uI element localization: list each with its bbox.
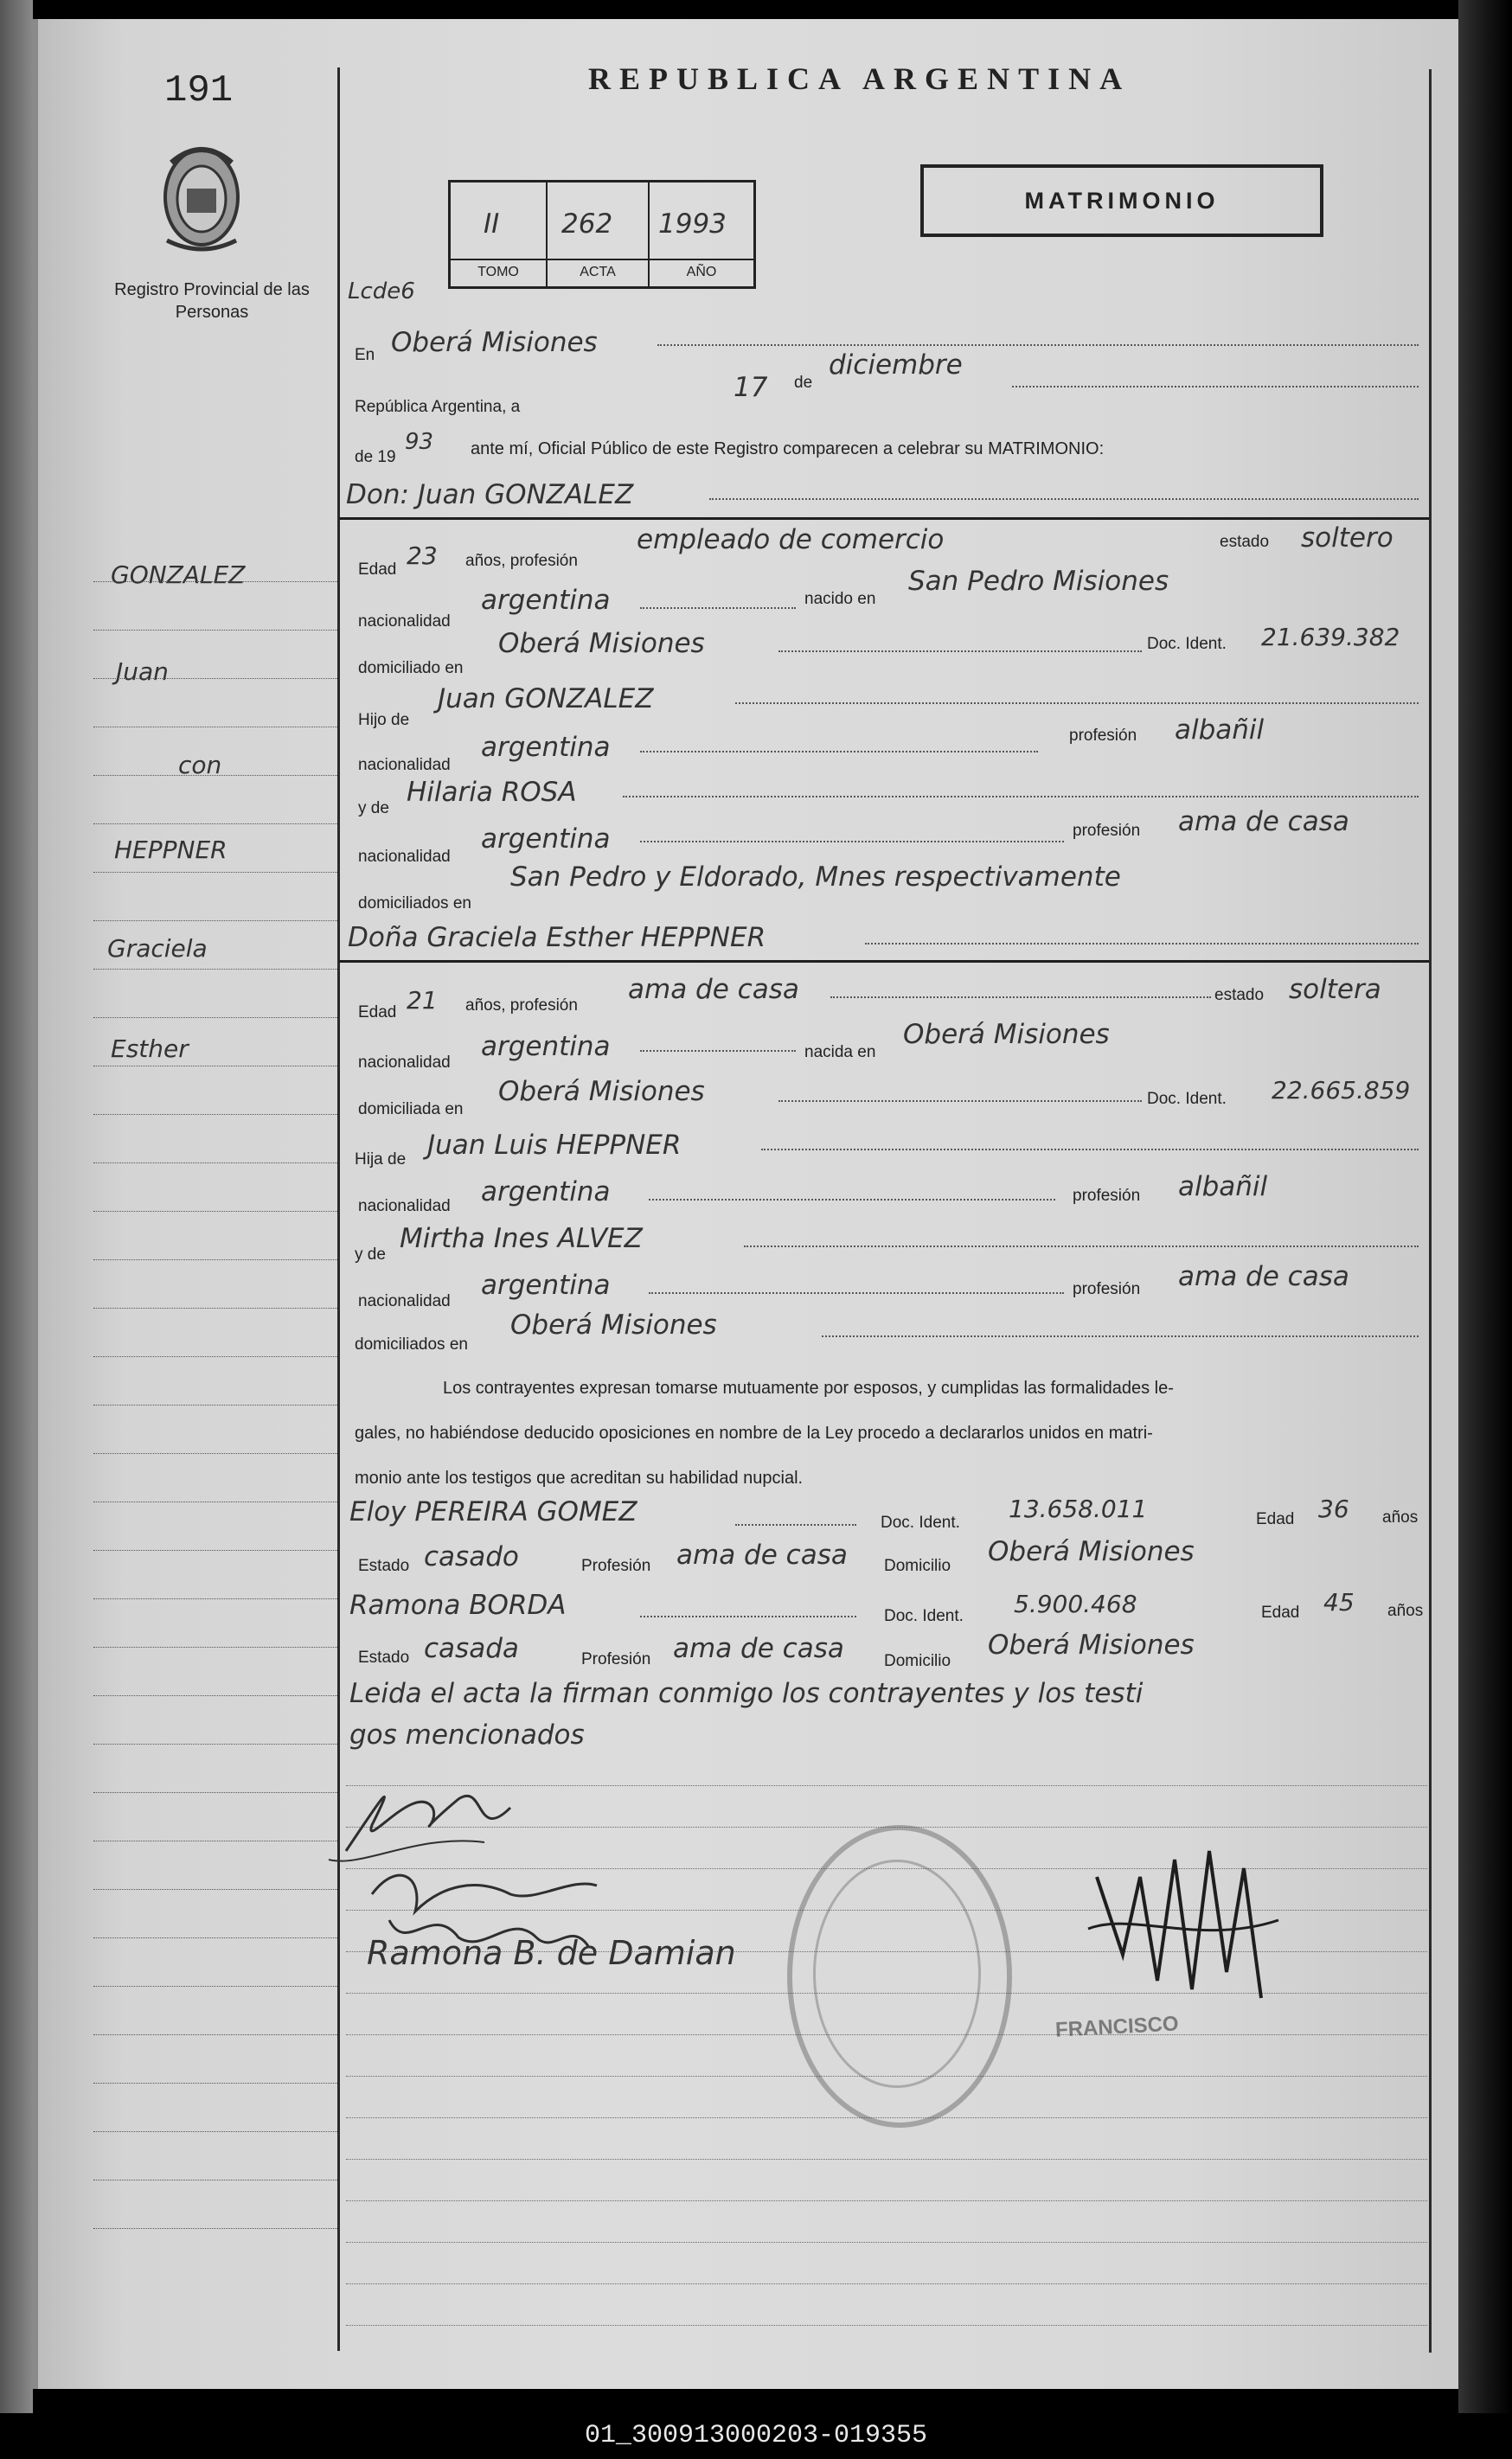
- margin-ruled-line: [93, 1356, 337, 1357]
- groom-madre-prof-label: profesión: [1073, 822, 1141, 840]
- republica-label: República Argentina, a: [355, 398, 521, 416]
- country-title: REPUBLICA ARGENTINA: [588, 61, 1131, 96]
- tomo-label: TOMO: [451, 259, 546, 286]
- witness-1-anos-label: años: [1382, 1508, 1419, 1527]
- margin-ruled-line: [93, 581, 337, 582]
- witness-1-estado: casado: [424, 1541, 519, 1572]
- bride-edad-label: Edad: [358, 1003, 397, 1021]
- bride-madre-prof-label: profesión: [1073, 1280, 1141, 1298]
- witness-1-doc: 13.658.011: [1009, 1495, 1148, 1523]
- groom-madre-nac: argentina: [481, 823, 611, 855]
- groom-madre-prof: ama de casa: [1178, 806, 1349, 837]
- tomo-value: II: [484, 208, 500, 240]
- witness-1-edad: 36: [1318, 1495, 1349, 1523]
- margin-ruled-line: [93, 1695, 337, 1696]
- bride-prof-label: años, profesión: [465, 996, 578, 1015]
- ruled-line: [346, 2200, 1427, 2201]
- ruled-line: [346, 2283, 1427, 2284]
- margin-ruled-line: [93, 1598, 337, 1599]
- bride-doc: 22.665.859: [1272, 1076, 1411, 1105]
- bride-padre: Juan Luis HEPPNER: [427, 1130, 682, 1161]
- witness-2-estado: casada: [424, 1633, 519, 1664]
- witness-1-edad-label: Edad: [1256, 1510, 1295, 1528]
- official-signature: [1080, 1825, 1287, 2033]
- groom-madre-label: y de: [358, 799, 389, 817]
- bride-madre-label: y de: [355, 1246, 386, 1264]
- right-border: [1429, 69, 1432, 2353]
- witness-1-doc-label: Doc. Ident.: [881, 1514, 960, 1532]
- margin-ruled-line: [93, 969, 337, 970]
- coat-of-arms-icon: [154, 137, 249, 258]
- witness-1-estado-label: Estado: [358, 1557, 410, 1575]
- margin-name-1: GONZALEZ: [111, 560, 246, 589]
- margin-ruled-line: [93, 1792, 337, 1793]
- bride-estado-label: estado: [1214, 986, 1265, 1004]
- bride-domp-label: domiciliados en: [355, 1335, 468, 1354]
- witness-2-anos-label: años: [1387, 1602, 1424, 1620]
- witness-2-name: Ramona BORDA: [349, 1590, 567, 1621]
- doc-type-box: MATRIMONIO: [920, 164, 1323, 237]
- margin-ruled-line: [93, 872, 337, 873]
- bride-nacida-label: nacida en: [804, 1043, 876, 1061]
- witness-2-estado-label: Estado: [358, 1649, 410, 1667]
- signature-text: Ramona B. de Damian: [367, 1934, 736, 1972]
- margin-ruled-line: [93, 823, 337, 824]
- groom-nac-label: nacionalidad: [358, 612, 451, 631]
- left-binding: [0, 0, 33, 2413]
- margin-ruled-line: [93, 630, 337, 631]
- groom-padre-nac-label: nacionalidad: [358, 756, 451, 774]
- bride-profesion: ama de casa: [628, 974, 799, 1005]
- ruled-line: [346, 2159, 1427, 2160]
- bride-madre-nac-label: nacionalidad: [358, 1292, 451, 1310]
- bride-edad: 21: [407, 986, 438, 1015]
- year-prefix: de 19: [355, 448, 396, 466]
- acta-value: 262: [561, 208, 613, 240]
- intro-text: ante mí, Oficial Público de este Registro comparecen a celebrar su MATRIMONIO:: [471, 439, 1105, 458]
- groom-doc: 21.639.382: [1261, 623, 1400, 651]
- closing-line-1: Leida el acta la firman conmigo los contrayentes y los testi: [349, 1678, 1144, 1709]
- declaration-line-1: Los contrayentes expresan tomarse mutuamente por esposos, y cumplidas las formalidades le-: [443, 1379, 1174, 1398]
- margin-ruled-line: [93, 775, 337, 776]
- groom-padre: Juan GONZALEZ: [438, 683, 654, 714]
- groom-domicilio: Oberá Misiones: [498, 628, 705, 659]
- groom-padre-prof: albañil: [1175, 714, 1265, 746]
- witness-2-doc: 5.900.468: [1014, 1590, 1137, 1618]
- bride-nacida: Oberá Misiones: [903, 1019, 1110, 1050]
- acta-box: [448, 180, 756, 289]
- year-suffix: 93: [405, 429, 434, 455]
- margin-ruled-line: [93, 1308, 337, 1309]
- groom-profesion: empleado de comercio: [637, 524, 945, 555]
- month-value: diciembre: [829, 349, 963, 381]
- witness-2-edad: 45: [1323, 1588, 1355, 1617]
- bride-doc-label: Doc. Ident.: [1147, 1090, 1227, 1108]
- groom-nacido-label: nacido en: [804, 590, 876, 608]
- groom-edad-label: Edad: [358, 560, 397, 579]
- margin-name-2: Juan: [116, 657, 169, 686]
- groom-madre-nac-label: nacionalidad: [358, 848, 451, 866]
- margin-ruled-line: [93, 1889, 337, 1890]
- witness-1-profesion: ama de casa: [676, 1540, 848, 1571]
- groom-hijo-label: Hijo de: [358, 711, 410, 729]
- closing-line-2: gos mencionados: [349, 1719, 585, 1751]
- margin-ruled-line: [93, 1744, 337, 1745]
- margin-name-6: Esther: [111, 1034, 189, 1063]
- bride-nacionalidad: argentina: [481, 1031, 611, 1062]
- margin-ruled-line: [93, 920, 337, 921]
- margin-ruled-line: [93, 1017, 337, 1018]
- margin-ruled-line: [93, 1453, 337, 1454]
- ano-label: AÑO: [650, 259, 753, 286]
- page-number: 191: [164, 69, 234, 112]
- groom-edad: 23: [407, 541, 438, 570]
- witness-2-prof-label: Profesión: [581, 1650, 651, 1668]
- registry-label: Registro Provincial de las Personas: [114, 280, 310, 322]
- ruled-line: [346, 2242, 1427, 2243]
- groom-estado-label: estado: [1220, 533, 1270, 551]
- bride-nac-label: nacionalidad: [358, 1053, 451, 1072]
- margin-ruled-line: [93, 1986, 337, 1987]
- bride-madre: Mirtha Ines ALVEZ: [400, 1223, 643, 1254]
- ano-value: 1993: [658, 208, 727, 240]
- margin-divider: [337, 67, 340, 2351]
- margin-ruled-line: [93, 2131, 337, 2132]
- margin-ruled-line: [93, 2083, 337, 2084]
- witness-2-doc-label: Doc. Ident.: [884, 1607, 964, 1625]
- acta-label: ACTA: [548, 259, 648, 286]
- witness-1-name: Eloy PEREIRA GOMEZ: [349, 1496, 637, 1527]
- groom-madre: Hilaria ROSA: [407, 777, 577, 808]
- groom-nacionalidad: argentina: [481, 585, 611, 616]
- margin-ruled-line: [93, 1211, 337, 1212]
- en-label: En: [355, 346, 375, 364]
- bride-estado: soltera: [1289, 974, 1381, 1005]
- de-label: de: [794, 374, 813, 392]
- margin-name-5: Graciela: [107, 934, 208, 963]
- groom-dom-label: domiciliado en: [358, 659, 464, 677]
- bride-dom-label: domiciliada en: [358, 1100, 464, 1118]
- margin-ruled-line: [93, 1162, 337, 1163]
- witness-2-edad-label: Edad: [1261, 1604, 1300, 1622]
- official-seal-inner: [813, 1860, 981, 2088]
- bride-padre-nac: argentina: [481, 1176, 611, 1207]
- margin-ruled-line: [93, 1647, 337, 1648]
- groom-domp-label: domiciliados en: [358, 894, 471, 913]
- margin-name-4: HEPPNER: [114, 836, 227, 864]
- margin-ruled-line: [93, 1259, 337, 1260]
- bride-padre-nac-label: nacionalidad: [358, 1197, 451, 1215]
- side-note: Lcde6: [348, 279, 415, 304]
- witness-2-dom-label: Domicilio: [884, 1652, 951, 1670]
- bride-domicilio: Oberá Misiones: [498, 1076, 705, 1107]
- bride-madre-prof: ama de casa: [1178, 1261, 1349, 1292]
- declaration-line-2: gales, no habiéndose deducido oposiciones en nombre de la Ley procedo a declararlos unidos en matri-: [355, 1424, 1153, 1443]
- margin-ruled-line: [93, 2228, 337, 2229]
- bride-hija-label: Hija de: [355, 1150, 407, 1169]
- groom-doc-label: Doc. Ident.: [1147, 635, 1227, 653]
- margin-ruled-line: [93, 1937, 337, 1938]
- en-value: Oberá Misiones: [391, 327, 598, 358]
- bride-domp: Oberá Misiones: [510, 1310, 717, 1341]
- declaration-line-3: monio ante los testigos que acreditan su habilidad nupcial.: [355, 1469, 804, 1488]
- groom-nacido: San Pedro Misiones: [908, 566, 1169, 597]
- day-value: 17: [734, 372, 768, 403]
- groom-domp: San Pedro y Eldorado, Mnes respectivamente: [510, 861, 1121, 893]
- bride-padre-prof: albañil: [1178, 1171, 1268, 1202]
- margin-ruled-line: [93, 1405, 337, 1406]
- margin-ruled-line: [93, 1114, 337, 1115]
- bride-madre-nac: argentina: [481, 1270, 611, 1301]
- ruled-line: [346, 2325, 1427, 2326]
- witness-1-domicilio: Oberá Misiones: [988, 1536, 1195, 1567]
- groom-padre-prof-label: profesión: [1069, 727, 1137, 745]
- witness-2-domicilio: Oberá Misiones: [988, 1630, 1195, 1661]
- bride-padre-prof-label: profesión: [1073, 1187, 1141, 1205]
- margin-ruled-line: [93, 678, 337, 679]
- groom-prof-label: años, profesión: [465, 552, 578, 570]
- groom-estado: soltero: [1301, 522, 1393, 554]
- witness-1-prof-label: Profesión: [581, 1557, 651, 1575]
- margin-ruled-line: [93, 1550, 337, 1551]
- footer-id: 01_300913000203-019355: [0, 2413, 1512, 2459]
- bride-name: Doña Graciela Esther HEPPNER: [348, 922, 766, 953]
- margin-name-3: con: [178, 751, 222, 779]
- stamp-text: FRANCISCO: [1054, 2012, 1180, 2042]
- witness-1-dom-label: Domicilio: [884, 1557, 951, 1575]
- margin-ruled-line: [93, 2034, 337, 2035]
- witness-2-profesion: ama de casa: [673, 1633, 844, 1664]
- groom-padre-nac: argentina: [481, 732, 611, 763]
- right-binding: [1458, 0, 1512, 2413]
- groom-name: Don: Juan GONZALEZ: [346, 479, 634, 510]
